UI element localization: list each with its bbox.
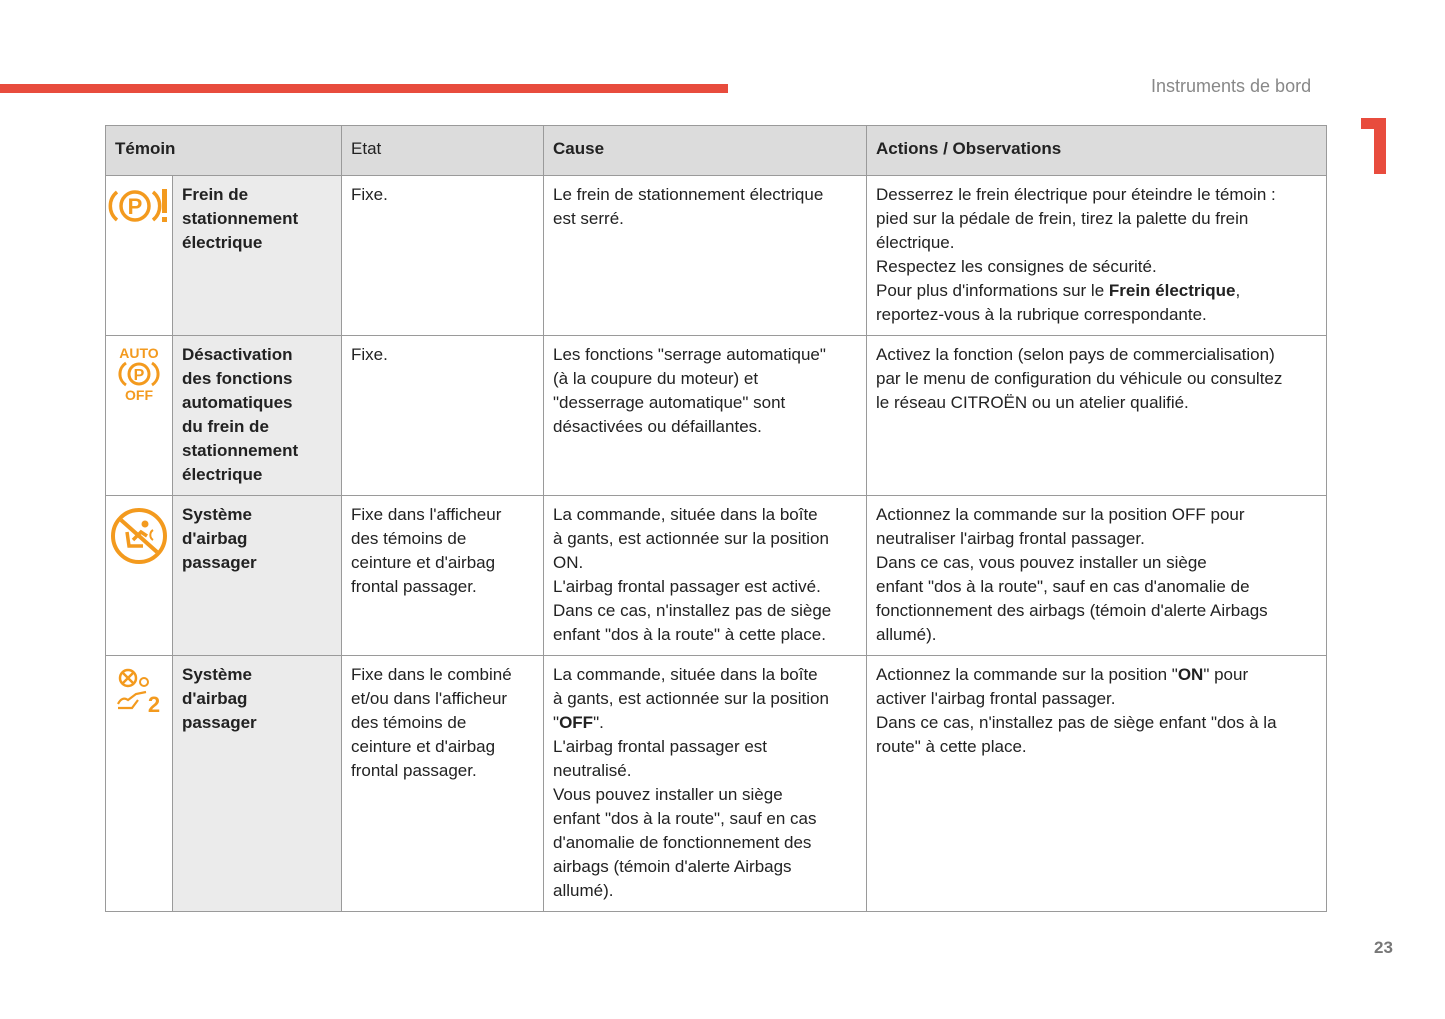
warning-light-name: Système d'airbag passager (173, 656, 342, 912)
svg-text:OFF: OFF (125, 387, 153, 402)
passenger-airbag-deactivated-icon (106, 656, 173, 912)
text-segment: ". L'airbag frontal passager est neutralisé. Vous pouvez installer un siège enfant "dos à la route", sauf en cas d'anomalie de fonctionnement des airbags (témoin d'alerte Airbags allumé). (553, 713, 817, 900)
state-cell: Fixe dans le combiné et/ou dans l'afficheur des témoins de ceinture et d'airbag frontal passager. (342, 656, 544, 912)
svg-text:P: P (133, 367, 145, 384)
svg-text:2: 2 (147, 692, 161, 714)
cause-cell (544, 176, 867, 336)
parking-brake-warning-icon (106, 176, 173, 336)
column-header-cause: Cause (544, 126, 867, 176)
warning-light-name: Frein de stationnement électrique (173, 176, 342, 336)
warning-light-name: Désactivation des fonctions automatiques du frein de stationnement électrique (173, 336, 342, 496)
table-row (106, 336, 1327, 496)
text-segment: La commande, située dans la boîte à gants, est actionnée sur la position " (553, 665, 829, 732)
text-segment: Les fonctions "serrage automatique" (à la coupure du moteur) et "desserrage automatique" sont désactivées ou défaillantes. (553, 345, 826, 436)
table-row (106, 176, 1327, 336)
actions-cell (867, 176, 1327, 336)
column-header-etat: Etat (342, 126, 544, 176)
column-header-actions: Actions / Observations (867, 126, 1327, 176)
actions-cell (867, 656, 1327, 912)
text-segment: Le frein de stationnement électrique est serré. (553, 185, 824, 228)
section-title: Instruments de bord (1151, 76, 1312, 96)
actions-cell (867, 336, 1327, 496)
warning-lights-table (105, 125, 1327, 912)
actions-cell (867, 496, 1327, 656)
state-cell: Fixe. (342, 336, 544, 496)
bold-text: ON (1177, 665, 1204, 684)
chapter-number (1361, 118, 1386, 174)
warning-light-name: Système d'airbag passager (173, 496, 342, 656)
text-segment: Activez la fonction (selon pays de commercialisation) par le menu de configuration du véhicule ou consultez le réseau CITROËN ou un atelier qualifié. (876, 345, 1283, 412)
page-number: 23 (1374, 938, 1393, 957)
text-segment: " pour activer l'airbag frontal passager. Dans ce cas, n'installez pas de siège enfant "dos à la route" à cette place. (876, 665, 1277, 756)
bold-text: Frein électrique (1108, 281, 1236, 300)
state-cell: Fixe dans l'afficheur des témoins de ceinture et d'airbag frontal passager. (342, 496, 544, 656)
state-cell: Fixe. (342, 176, 544, 336)
column-header-temoin: Témoin (106, 126, 342, 176)
accent-bar (0, 84, 728, 93)
cause-cell (544, 336, 867, 496)
text-segment: , reportez-vous à la rubrique correspondante. (876, 281, 1241, 324)
passenger-airbag-off-icon (106, 496, 173, 656)
table-row (106, 496, 1327, 656)
table-row (106, 656, 1327, 912)
cause-cell (544, 496, 867, 656)
text-segment: La commande, située dans la boîte à gants, est actionnée sur la position ON. L'airbag frontal passager est activé. Dans ce cas, n'installez pas de siège enfant "dos à la route" à cette place. (553, 505, 832, 644)
bold-text: OFF (559, 713, 594, 732)
text-segment: Actionnez la commande sur la position OFF pour neutraliser l'airbag frontal passager. Dans ce cas, vous pouvez installer un siège enfant "dos à la route", sauf en cas d'anomalie de fonctionnement des airbags (témoin d'alerte Airbags allumé). (876, 505, 1268, 644)
auto-label: AUTO (119, 346, 159, 361)
text-segment: Actionnez la commande sur la position " (876, 665, 1178, 684)
cause-cell (544, 656, 867, 912)
text-segment: Desserrez le frein électrique pour éteindre le témoin : pied sur la pédale de frein, tirez la palette du frein électrique. Respectez les consignes de sécurité. Pour plus d'informations sur le (876, 185, 1276, 300)
svg-text:P: P (127, 194, 143, 219)
auto-parking-brake-off-icon (106, 336, 173, 496)
